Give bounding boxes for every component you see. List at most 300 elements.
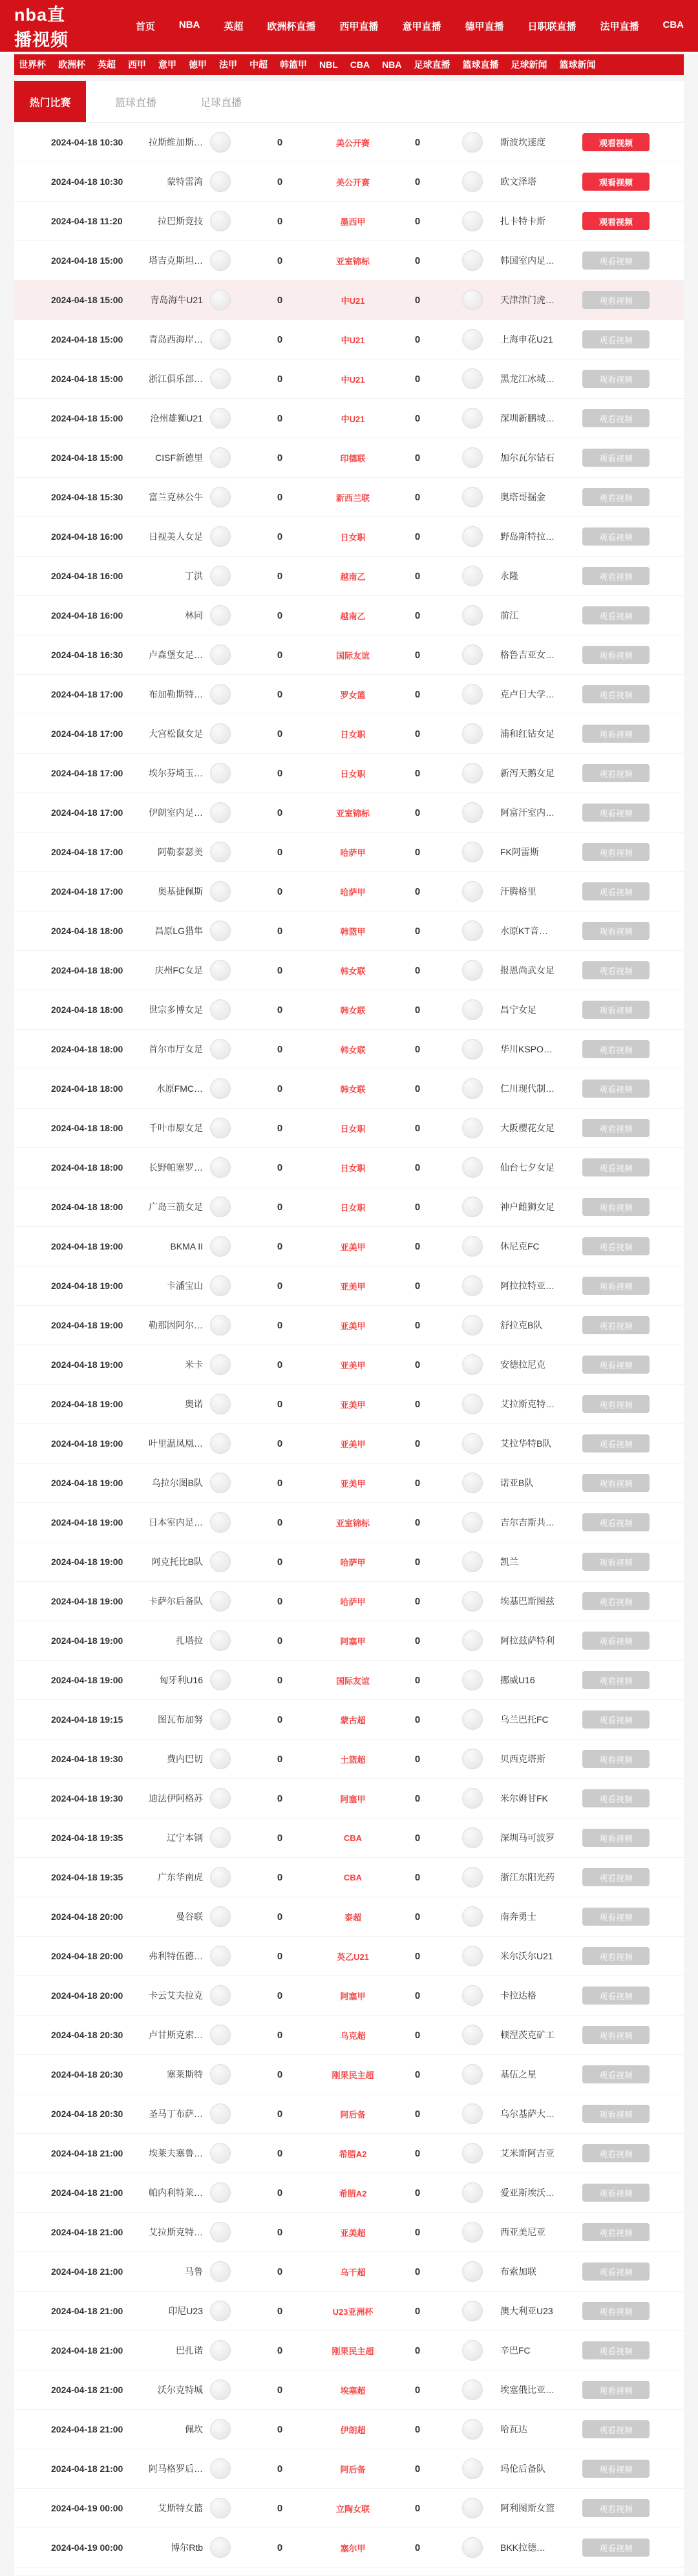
home-team-logo-icon xyxy=(210,250,231,271)
match-time: 2024-04-18 21:00 xyxy=(51,2148,123,2158)
watch-video-button[interactable]: 观看视频 xyxy=(582,685,650,703)
watch-video-button[interactable]: 观看视频 xyxy=(582,1868,650,1886)
away-team-logo-icon xyxy=(462,605,483,626)
league-name: 立陶女联 xyxy=(335,2504,370,2514)
away-score: 0 xyxy=(414,2108,421,2120)
main-nav-item[interactable]: NBA xyxy=(178,19,200,30)
watch-video-button[interactable]: 观看视频 xyxy=(582,488,650,506)
watch-video-button[interactable]: 观看视频 xyxy=(582,409,650,427)
watch-video-button[interactable]: 观看视频 xyxy=(582,1080,650,1098)
home-team-logo-icon xyxy=(210,1275,231,1296)
away-score: 0 xyxy=(414,2187,421,2198)
home-team-name: 奥诺 xyxy=(185,1399,203,1409)
home-score: 0 xyxy=(277,2345,283,2356)
watch-video-button[interactable]: 观看视频 xyxy=(582,2026,650,2044)
home-team-logo-icon xyxy=(210,2301,231,2321)
home-score: 0 xyxy=(277,1674,283,1686)
home-score: 0 xyxy=(277,1004,283,1016)
match-row xyxy=(14,399,684,438)
league-name: 越南乙 xyxy=(340,611,366,621)
match-row xyxy=(14,241,684,281)
watch-video-button[interactable]: 观看视频 xyxy=(582,1592,650,1610)
league-name: 亚美甲 xyxy=(340,1281,366,1292)
sub-nav-item[interactable]: 足球直播 xyxy=(414,59,450,70)
home-team-name: 费内巴切 xyxy=(167,1754,203,1764)
home-score: 0 xyxy=(277,2423,283,2435)
away-score: 0 xyxy=(414,1201,421,1213)
home-team-logo-icon xyxy=(210,2103,231,2124)
match-time: 2024-04-18 19:00 xyxy=(51,1359,123,1370)
watch-video-button[interactable]: 观看视频 xyxy=(582,1356,650,1374)
away-team-logo-icon xyxy=(462,960,483,981)
tabs-bar xyxy=(14,81,684,123)
main-nav-item[interactable]: 英超 xyxy=(224,21,244,32)
main-nav-item[interactable]: 德甲直播 xyxy=(465,21,504,32)
sub-nav-item[interactable]: 篮球新闻 xyxy=(559,59,596,70)
watch-video-button[interactable]: 观看视频 xyxy=(582,173,650,191)
away-team-logo-icon xyxy=(462,842,483,862)
sub-nav-item[interactable]: NBL xyxy=(319,59,338,70)
away-team-name: 乌尔基萨大… xyxy=(500,2109,555,2119)
watch-video-button[interactable]: 观看视频 xyxy=(582,2144,650,2162)
main-nav-item[interactable]: 欧洲杯直播 xyxy=(267,21,316,32)
watch-video-button[interactable]: 观看视频 xyxy=(582,843,650,861)
home-team-name: 阿勒泰瑟美 xyxy=(158,847,203,857)
away-score: 0 xyxy=(414,610,421,621)
watch-video-button[interactable]: 观看视频 xyxy=(582,725,650,743)
home-team-logo-icon xyxy=(210,211,231,231)
match-time: 2024-04-18 15:00 xyxy=(51,374,123,384)
watch-video-button[interactable]: 观看视频 xyxy=(582,1158,650,1176)
sub-nav-item[interactable]: CBA xyxy=(350,59,370,70)
match-row xyxy=(14,202,684,241)
home-score: 0 xyxy=(277,1556,283,1568)
league-name: 墨西甲 xyxy=(340,217,366,227)
match-row xyxy=(14,1897,684,1937)
match-row xyxy=(14,1779,684,1818)
match-row xyxy=(14,2410,684,2449)
watch-video-button[interactable]: 观看视频 xyxy=(582,1001,650,1019)
watch-video-button[interactable]: 观看视频 xyxy=(582,2381,650,2399)
league-name: 亚美甲 xyxy=(340,1439,366,1449)
match-time: 2024-04-19 00:00 xyxy=(51,2542,123,2553)
away-team-logo-icon xyxy=(462,2064,483,2085)
home-team-name: 卡潘宝山 xyxy=(167,1281,203,1291)
away-team-name: 卡拉达格 xyxy=(500,1990,536,2001)
watch-video-button[interactable]: 观看视频 xyxy=(582,2065,650,2083)
league-name: 伊朗超 xyxy=(340,2425,366,2435)
match-time: 2024-04-18 19:15 xyxy=(51,1714,123,1725)
home-team-logo-icon xyxy=(210,2025,231,2045)
away-team-logo-icon xyxy=(462,2182,483,2203)
away-score: 0 xyxy=(414,1240,421,1252)
watch-video-button[interactable]: 观看视频 xyxy=(582,449,650,467)
home-score: 0 xyxy=(277,1162,283,1173)
home-score: 0 xyxy=(277,1477,283,1489)
main-nav-item[interactable]: 日职联直播 xyxy=(527,21,576,32)
home-team-name: 丁洪 xyxy=(185,571,203,581)
watch-video-button[interactable]: 观看视频 xyxy=(582,567,650,585)
home-score: 0 xyxy=(277,1595,283,1607)
watch-video-button[interactable]: 观看视频 xyxy=(582,1237,650,1255)
match-row xyxy=(14,714,684,754)
match-row xyxy=(14,833,684,872)
home-team-logo-icon xyxy=(210,1315,231,1336)
home-score: 0 xyxy=(277,491,283,503)
match-row xyxy=(14,1148,684,1187)
spacer xyxy=(0,75,698,81)
watch-video-button[interactable]: 观看视频 xyxy=(582,646,650,664)
away-team-logo-icon xyxy=(462,1236,483,1257)
watch-video-button[interactable]: 观看视频 xyxy=(582,1908,650,1926)
league-name: 中U21 xyxy=(341,335,365,345)
main-nav-item[interactable]: 西甲直播 xyxy=(339,21,379,32)
watch-video-button[interactable]: 观看视频 xyxy=(582,1750,650,1768)
home-team-name: 阿马格罗后… xyxy=(149,2464,203,2474)
away-score: 0 xyxy=(414,1043,421,1055)
league-name: 日女职 xyxy=(340,1163,366,1173)
sub-nav-item[interactable]: 世界杯 xyxy=(19,59,46,70)
home-team-name: 马鲁 xyxy=(185,2266,203,2277)
watch-video-button[interactable]: 观看视频 xyxy=(582,1632,650,1650)
league-name: CBA xyxy=(343,1833,363,1843)
league-name: 中U21 xyxy=(341,295,365,306)
sub-nav-item[interactable]: 篮球直播 xyxy=(462,59,499,70)
away-score: 0 xyxy=(414,2423,421,2435)
watch-video-button[interactable]: 观看视频 xyxy=(582,291,650,309)
watch-video-button[interactable]: 观看视频 xyxy=(582,1040,650,1058)
watch-video-button[interactable]: 观看视频 xyxy=(582,1710,650,1729)
watch-video-button[interactable]: 观看视频 xyxy=(582,1198,650,1216)
away-team-logo-icon xyxy=(462,723,483,744)
home-team-logo-icon xyxy=(210,2143,231,2164)
away-team-logo-icon xyxy=(462,684,483,705)
watch-video-button[interactable]: 观看视频 xyxy=(582,251,650,270)
match-time: 2024-04-18 21:00 xyxy=(51,2266,123,2277)
league-name: 希腊A2 xyxy=(339,2188,367,2198)
match-time: 2024-04-19 00:00 xyxy=(51,2503,123,2513)
match-row xyxy=(14,123,684,162)
league-name: 亚室锦标 xyxy=(335,808,370,818)
away-score: 0 xyxy=(414,136,421,148)
league-name: 亚美甲 xyxy=(340,1242,366,1252)
watch-video-button[interactable]: 观看视频 xyxy=(582,1395,650,1413)
home-team-name: 沧州雄狮U21 xyxy=(150,413,203,423)
away-team-logo-icon xyxy=(462,1788,483,1809)
watch-video-button[interactable]: 观看视频 xyxy=(582,2539,650,2557)
home-team-name: 世宗多博女足 xyxy=(149,1005,203,1015)
home-team-logo-icon xyxy=(210,1197,231,1217)
main-nav-item[interactable]: 首页 xyxy=(135,21,155,32)
main-nav-item[interactable]: 法甲直播 xyxy=(600,21,639,32)
league-name: 亚室锦标 xyxy=(335,256,370,266)
away-score: 0 xyxy=(414,2266,421,2277)
home-team-logo-icon xyxy=(210,1157,231,1178)
home-score: 0 xyxy=(277,1517,283,1528)
away-team-name: 艾拉华特B队 xyxy=(500,1438,552,1449)
site-logo[interactable]: nba直播视频 xyxy=(14,5,69,50)
watch-video-button[interactable]: 观看视频 xyxy=(582,370,650,388)
away-team-name: 辛巴FC xyxy=(500,2345,531,2356)
away-team-logo-icon xyxy=(462,1985,483,2006)
watch-video-button[interactable]: 观看视频 xyxy=(582,882,650,900)
away-score: 0 xyxy=(414,1793,421,1804)
match-row xyxy=(14,754,684,793)
home-score: 0 xyxy=(277,964,283,976)
sub-nav-item[interactable]: 法甲 xyxy=(219,59,237,70)
home-team-name: 青岛海牛U21 xyxy=(150,295,203,305)
match-time: 2024-04-18 17:00 xyxy=(51,768,123,778)
home-team-logo-icon xyxy=(210,566,231,586)
home-team-logo-icon xyxy=(210,2379,231,2400)
away-team-logo-icon xyxy=(462,2537,483,2558)
match-time: 2024-04-18 20:00 xyxy=(51,1951,123,1961)
away-team-name: 深圳新鹏城… xyxy=(500,413,555,423)
match-row xyxy=(14,2055,684,2094)
league-name: 新西兰联 xyxy=(335,493,370,503)
away-score: 0 xyxy=(414,964,421,976)
away-team-name: 贝西克塔斯 xyxy=(500,1754,545,1764)
away-team-name: 深圳马可波罗 xyxy=(500,1833,555,1843)
away-score: 0 xyxy=(414,1871,421,1883)
match-row xyxy=(14,281,684,320)
watch-video-button[interactable]: 观看视频 xyxy=(582,804,650,822)
home-score: 0 xyxy=(277,1950,283,1962)
away-team-name: 艾米斯阿吉亚 xyxy=(500,2148,555,2158)
away-score: 0 xyxy=(414,1517,421,1528)
away-team-name: 吉尔吉斯共… xyxy=(500,1517,555,1528)
match-row xyxy=(14,1345,684,1385)
away-team-logo-icon xyxy=(462,447,483,468)
league-name: 泰超 xyxy=(344,1912,361,1922)
away-score: 0 xyxy=(414,1990,421,2001)
sub-nav-item[interactable]: 足球新闻 xyxy=(511,59,547,70)
away-team-name: 埃塞俄比亚… xyxy=(500,2385,555,2395)
home-score: 0 xyxy=(277,1635,283,1646)
watch-video-button[interactable]: 观看视频 xyxy=(582,330,650,348)
league-name: 阿塞甲 xyxy=(340,1794,366,1804)
match-time: 2024-04-18 18:00 xyxy=(51,1044,123,1054)
home-team-name: 印尼U23 xyxy=(168,2306,203,2316)
watch-video-button[interactable]: 观看视频 xyxy=(582,1553,650,1571)
league-name: 亚美甲 xyxy=(340,1321,366,1331)
sub-nav-item[interactable]: 西甲 xyxy=(128,59,146,70)
league-name: 乌干超 xyxy=(340,2267,366,2277)
away-team-logo-icon xyxy=(462,1906,483,1927)
match-time: 2024-04-18 19:00 xyxy=(51,1281,123,1291)
match-row xyxy=(14,359,684,399)
watch-video-button[interactable]: 观看视频 xyxy=(582,2341,650,2359)
watch-video-button[interactable]: 观看视频 xyxy=(582,1277,650,1295)
watch-video-button[interactable]: 观看视频 xyxy=(582,1434,650,1453)
league-name: 埃塞超 xyxy=(340,2385,366,2396)
match-time: 2024-04-18 18:00 xyxy=(51,926,123,936)
watch-video-button[interactable]: 观看视频 xyxy=(582,2223,650,2241)
home-team-name: 匈牙利U16 xyxy=(159,1675,203,1685)
watch-video-button[interactable]: 观看视频 xyxy=(582,2105,650,2123)
watch-video-button[interactable]: 观看视频 xyxy=(582,2460,650,2478)
home-score: 0 xyxy=(277,452,283,463)
watch-video-button[interactable]: 观看视频 xyxy=(582,1513,650,1531)
away-team-logo-icon xyxy=(462,1354,483,1375)
match-row xyxy=(14,1109,684,1148)
match-row xyxy=(14,596,684,635)
away-team-logo-icon xyxy=(462,368,483,389)
sub-nav-item[interactable]: 欧洲杯 xyxy=(58,59,85,70)
home-team-logo-icon xyxy=(210,1906,231,1927)
home-team-logo-icon xyxy=(210,1473,231,1493)
sub-nav-item[interactable]: 英超 xyxy=(98,59,116,70)
home-team-logo-icon xyxy=(210,763,231,783)
home-team-name: 迪法伊阿格苏 xyxy=(149,1793,203,1804)
home-team-name: 拉巴斯竞技 xyxy=(158,216,203,226)
sub-nav-item[interactable]: 德甲 xyxy=(189,59,207,70)
home-score: 0 xyxy=(277,610,283,621)
watch-video-button[interactable]: 观看视频 xyxy=(582,1986,650,2005)
home-team-logo-icon xyxy=(210,1591,231,1612)
home-team-logo-icon xyxy=(210,605,231,626)
match-time: 2024-04-18 17:00 xyxy=(51,689,123,699)
home-team-name: 奥基捷佩斯 xyxy=(158,886,203,897)
league-name: 阿塞甲 xyxy=(340,1991,366,2001)
match-row xyxy=(14,1227,684,1266)
league-name: 哈萨甲 xyxy=(340,1557,366,1568)
match-time: 2024-04-18 19:00 xyxy=(51,1478,123,1488)
tab-basketball-live[interactable]: 篮球直播 xyxy=(114,97,156,109)
watch-video-button[interactable]: 观看视频 xyxy=(582,606,650,624)
match-time: 2024-04-18 21:00 xyxy=(51,2424,123,2434)
home-team-name: 拉斯维加斯… xyxy=(149,137,203,147)
home-team-name: 帕内利特莱… xyxy=(149,2187,203,2198)
match-row xyxy=(14,2528,684,2568)
sub-nav-item[interactable]: NBA xyxy=(382,59,402,70)
watch-video-button[interactable]: 观看视频 xyxy=(582,1947,650,1965)
match-time: 2024-04-18 18:00 xyxy=(51,1005,123,1015)
away-score: 0 xyxy=(414,886,421,897)
sub-nav-item[interactable]: 中超 xyxy=(249,59,268,70)
match-list xyxy=(14,123,684,2568)
away-team-name: 昌宁女足 xyxy=(500,1005,536,1015)
league-name: 亚美超 xyxy=(340,2228,366,2238)
match-row xyxy=(14,2016,684,2055)
watch-video-button[interactable]: 观看视频 xyxy=(582,1474,650,1492)
sub-nav-item[interactable]: 韩篮甲 xyxy=(280,59,307,70)
main-nav-item[interactable]: 意甲直播 xyxy=(402,21,441,32)
match-row xyxy=(14,2094,684,2134)
watch-video-button[interactable]: 观看视频 xyxy=(582,2262,650,2281)
away-team-logo-icon xyxy=(462,487,483,507)
away-score: 0 xyxy=(414,2542,421,2553)
watch-video-button[interactable]: 观看视频 xyxy=(582,2499,650,2517)
match-time: 2024-04-18 16:30 xyxy=(51,650,123,660)
match-time: 2024-04-18 16:00 xyxy=(51,610,123,621)
main-nav-item[interactable]: CBA xyxy=(662,19,684,30)
away-team-logo-icon xyxy=(462,2379,483,2400)
away-team-logo-icon xyxy=(462,171,483,192)
home-score: 0 xyxy=(277,1359,283,1370)
home-score: 0 xyxy=(277,767,283,779)
match-row xyxy=(14,2331,684,2370)
watch-video-button[interactable]: 观看视频 xyxy=(582,2302,650,2320)
away-score: 0 xyxy=(414,215,421,227)
watch-video-button[interactable]: 观看视频 xyxy=(582,1671,650,1689)
match-time: 2024-04-18 10:30 xyxy=(51,176,123,187)
away-score: 0 xyxy=(414,2463,421,2475)
home-team-logo-icon xyxy=(210,1551,231,1572)
home-team-logo-icon xyxy=(210,1433,231,1454)
home-team-logo-icon xyxy=(210,487,231,507)
home-score: 0 xyxy=(277,1280,283,1292)
match-row xyxy=(14,1858,684,1897)
match-time: 2024-04-18 21:00 xyxy=(51,2227,123,2237)
home-score: 0 xyxy=(277,1832,283,1844)
match-time: 2024-04-18 15:00 xyxy=(51,413,123,423)
home-team-logo-icon xyxy=(210,960,231,981)
home-team-name: 埃莱夫塞鲁… xyxy=(149,2148,203,2158)
away-team-name: 野岛斯特拉… xyxy=(500,531,555,542)
home-team-name: 曼谷联 xyxy=(176,1911,203,1922)
home-team-logo-icon xyxy=(210,368,231,389)
watch-video-button[interactable]: 观看视频 xyxy=(582,2420,650,2438)
league-name: 韩女联 xyxy=(340,1005,366,1016)
match-row xyxy=(14,2370,684,2410)
home-team-logo-icon xyxy=(210,408,231,429)
home-team-name: 乌拉尔图B队 xyxy=(151,1478,203,1488)
watch-video-button[interactable]: 观看视频 xyxy=(582,1789,650,1807)
home-score: 0 xyxy=(277,2305,283,2317)
home-team-logo-icon xyxy=(210,1788,231,1809)
home-team-name: 广东华南虎 xyxy=(158,1872,203,1882)
match-time: 2024-04-18 20:00 xyxy=(51,1990,123,2001)
sub-nav-item[interactable]: 意甲 xyxy=(158,59,176,70)
watch-video-button[interactable]: 观看视频 xyxy=(582,1119,650,1137)
home-team-name: 米卡 xyxy=(185,1359,203,1370)
league-name: 蒙古超 xyxy=(340,1715,366,1725)
match-time: 2024-04-18 17:00 xyxy=(51,807,123,818)
watch-video-button[interactable]: 观看视频 xyxy=(582,764,650,782)
watch-video-button[interactable]: 观看视频 xyxy=(582,133,650,151)
home-team-name: 蒙特雷湾 xyxy=(167,176,203,187)
match-time: 2024-04-18 15:00 xyxy=(51,295,123,305)
away-team-name: 浦和红钻女足 xyxy=(500,729,555,739)
watch-video-button[interactable]: 观看视频 xyxy=(582,527,650,546)
away-team-name: 天津津门虎… xyxy=(500,295,555,305)
away-team-name: 仙台七夕女足 xyxy=(500,1162,555,1173)
top-header xyxy=(0,0,698,52)
match-row xyxy=(14,438,684,478)
watch-video-button[interactable]: 观看视频 xyxy=(582,922,650,940)
match-row xyxy=(14,1976,684,2016)
tab-football-live[interactable]: 足球直播 xyxy=(200,97,242,109)
away-team-name: 仁川现代制… xyxy=(500,1083,555,1094)
home-score: 0 xyxy=(277,1043,283,1055)
watch-video-button[interactable]: 观看视频 xyxy=(582,1829,650,1847)
watch-video-button[interactable]: 观看视频 xyxy=(582,212,650,230)
away-team-name: 安德拉尼克 xyxy=(500,1359,545,1370)
watch-video-button[interactable]: 观看视频 xyxy=(582,2184,650,2202)
home-score: 0 xyxy=(277,1438,283,1449)
match-time: 2024-04-18 11:20 xyxy=(51,216,123,226)
watch-video-button[interactable]: 观看视频 xyxy=(582,961,650,979)
match-time: 2024-04-18 20:30 xyxy=(51,2069,123,2080)
watch-video-button[interactable]: 观看视频 xyxy=(582,1316,650,1334)
league-name: 印德联 xyxy=(340,453,366,463)
tab-hot-matches[interactable]: 热门比赛 xyxy=(14,81,86,122)
away-team-name: 黑龙江冰城… xyxy=(500,374,555,384)
away-team-name: 华川KSPO… xyxy=(500,1044,553,1054)
home-team-logo-icon xyxy=(210,1118,231,1138)
match-row xyxy=(14,1306,684,1345)
